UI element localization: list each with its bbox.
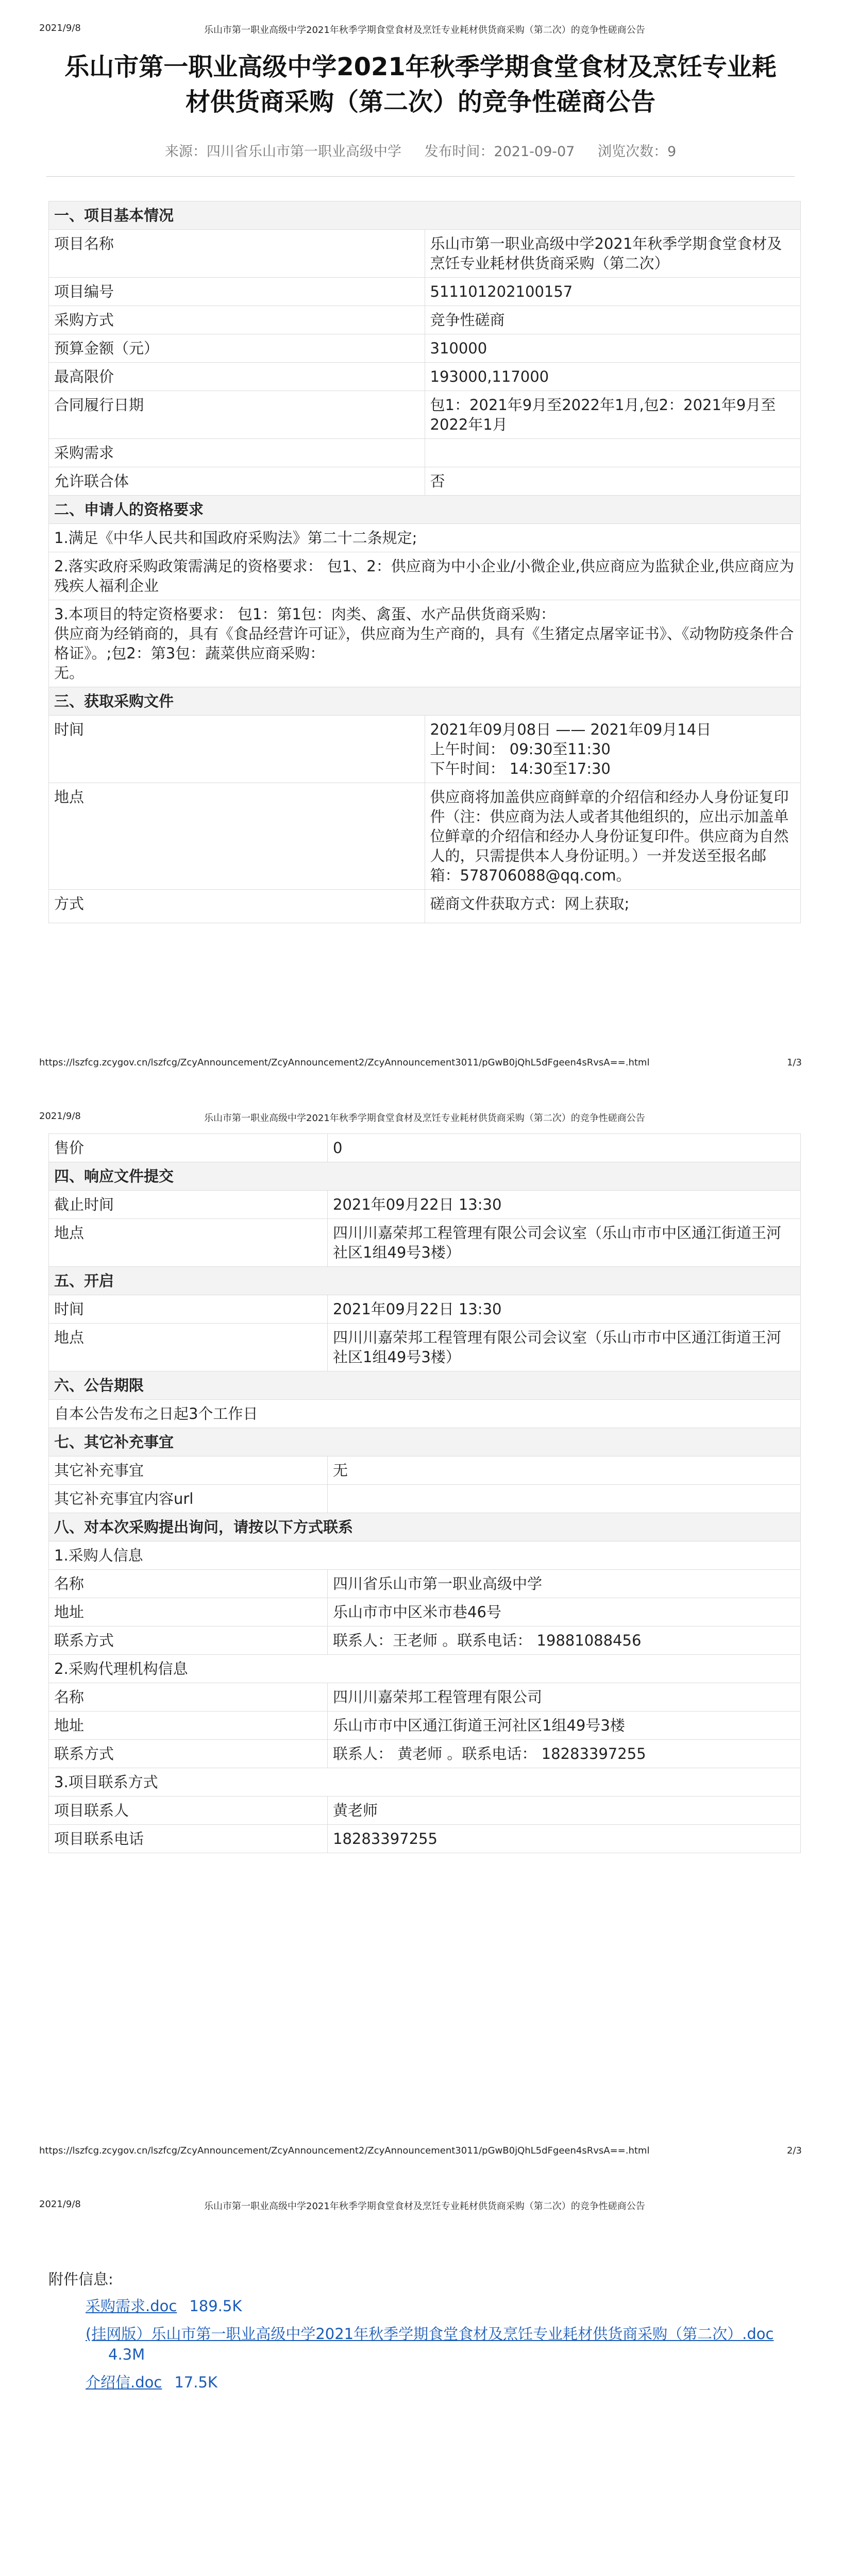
print-footer xyxy=(39,1057,802,1068)
print-url: https://lszfcg.zcygov.cn/lszfcg/ZcyAnnouncement/ZcyAnnouncement2/ZcyAnnouncement3011/pGwB0jQhL5dFgeen4sRvsA==.html xyxy=(39,1057,650,1068)
table-row: 采购需求 xyxy=(49,439,801,467)
print-header-title: 乐山市第一职业高级中学2021年秋季学期食堂食材及烹饪专业耗材供货商采购（第二次）的竞争性磋商公告 xyxy=(204,25,645,36)
table-row: 合同履行日期 包1：2021年9月至2022年1月,包2：2021年9月至2022年1月 xyxy=(49,391,801,439)
section-heading: 四、响应文件提交 xyxy=(49,1162,801,1191)
table-row: 项目名称 乐山市第一职业高级中学2021年秋季学期食堂食材及烹饪专业耗材供货商采购（第二次） xyxy=(49,230,801,278)
project-code: 511101202100157 xyxy=(425,278,801,306)
attachment-item xyxy=(86,2372,790,2393)
print-date: 2021/9/8 xyxy=(39,23,81,33)
meta-views: 浏览次数：9 xyxy=(597,144,677,160)
table-row: 1.采购人信息 xyxy=(49,1541,801,1570)
print-header xyxy=(39,23,802,36)
page-title: 乐山市第一职业高级中学2021年秋季学期食堂食材及烹饪专业耗材供货商采购（第二次）的竞争性磋商公告 xyxy=(64,53,777,116)
divider xyxy=(46,176,795,177)
attachment-link[interactable]: (挂网版）乐山市第一职业高级中学2021年秋季学期食堂食材及烹饪专业耗材供货商采购（第二次）.doc xyxy=(86,2325,774,2343)
announcement-table-part1 xyxy=(48,201,801,923)
get-docs-place: 供应商将加盖供应商鲜章的介绍信和经办人身份证复印件（注：供应商为法人或者其他组织的，应出示加盖单位鲜章的介绍信和经办人身份证复印件。供应商为自然人的，只需提供本人身份证明。）一并发送至报名邮箱：578706088@qq.com。 xyxy=(425,783,801,890)
table-row: 1.满足《中华人民共和国政府采购法》第二十二条规定; xyxy=(49,524,801,552)
table-row: 地点 四川川嘉荣邦工程管理有限公司会议室（乐山市市中区通江街道王河社区1组49号3楼） xyxy=(49,1219,801,1267)
attachment-size: 189.5K xyxy=(189,2297,242,2315)
table-row: 允许联合体 否 xyxy=(49,467,801,496)
article-meta xyxy=(46,140,795,160)
table-row: 预算金额（元） 310000 xyxy=(49,334,801,363)
table-row: 自本公告发布之日起3个工作日 xyxy=(49,1400,801,1428)
table-row: 地址 乐山市市中区通江街道王河社区1组49号3楼 xyxy=(49,1711,801,1740)
table-row: 其它补充事宜 无 xyxy=(49,1456,801,1485)
attachments xyxy=(48,2269,790,2400)
table-row: 时间 2021年09月08日 —— 2021年09月14日 上午时间： 09:30至11:30 下午时间： 14:30至17:30 xyxy=(49,716,801,783)
project-name: 乐山市第一职业高级中学2021年秋季学期食堂食材及烹饪专业耗材供货商采购（第二次） xyxy=(425,230,801,278)
table-row: 时间 2021年09月22日 13:30 xyxy=(49,1295,801,1324)
attachment-link[interactable]: 采购需求.doc xyxy=(86,2297,177,2315)
table-row: 方式 磋商文件获取方式：网上获取; xyxy=(49,890,801,923)
announcement-table-part2 xyxy=(48,1133,801,1853)
table-row: 其它补充事宜内容url xyxy=(49,1485,801,1513)
table-row: 售价 0 xyxy=(49,1134,801,1162)
table-row: 最高限价 193000,117000 xyxy=(49,363,801,391)
section-heading: 二、申请人的资格要求 xyxy=(49,496,801,524)
table-row: 地点 供应商将加盖供应商鲜章的介绍信和经办人身份证复印件（注：供应商为法人或者其他组织的，应出示加盖单位鲜章的介绍信和经办人身份证复印件。供应商为自然人的，只需提供本人身份证明。）一并发送至报名邮箱：578706088@qq.com。 xyxy=(49,783,801,890)
section-heading: 三、获取采购文件 xyxy=(49,687,801,716)
table-row: 项目编号 511101202100157 xyxy=(49,278,801,306)
table-row: 名称 四川省乐山市第一职业高级中学 xyxy=(49,1570,801,1598)
table-row: 2.落实政府采购政策需满足的资格要求： 包1、2：供应商为中小企业/小微企业,供应商应为监狱企业,供应商应为残疾人福利企业 xyxy=(49,552,801,600)
attachment-size: 4.3M xyxy=(108,2346,145,2363)
table-row: 名称 四川川嘉荣邦工程管理有限公司 xyxy=(49,1683,801,1711)
section-heading: 七、其它补充事宜 xyxy=(49,1428,801,1456)
table-row: 联系方式 联系人：王老师 。联系电话： 19881088456 xyxy=(49,1626,801,1655)
table-row: 2.采购代理机构信息 xyxy=(49,1655,801,1683)
meta-source: 来源：四川省乐山市第一职业高级中学 xyxy=(164,144,401,160)
section-heading: 八、对本次采购提出询问，请按以下方式联系 xyxy=(49,1513,801,1541)
table-row: 项目联系电话 18283397255 xyxy=(49,1825,801,1853)
attachments-label: 附件信息: xyxy=(48,2270,113,2288)
table-row: 3.本项目的特定资格要求： 包1：第1包：肉类、禽蛋、水产品供货商采购： 供应商为经销商的，具有《食品经营许可证》，供应商为生产商的，具有《生猪定点屠宰证书》、《动物防疫条件合格证》。;包2：第3包：蔬菜供应商采购： 无。 xyxy=(49,600,801,687)
table-row: 截止时间 2021年09月22日 13:30 xyxy=(49,1191,801,1219)
page-1 xyxy=(0,0,841,1088)
attachment-size: 17.5K xyxy=(174,2374,217,2391)
section-heading: 六、公告期限 xyxy=(49,1371,801,1400)
page-number: 2/3 xyxy=(787,2145,802,2156)
table-row: 联系方式 联系人： 黄老师 。联系电话： 18283397255 xyxy=(49,1740,801,1768)
print-header: 2021/9/8 乐山市第一职业高级中学2021年秋季学期食堂食材及烹饪专业耗材供货商采购（第二次）的竞争性磋商公告 xyxy=(39,2199,645,2212)
section-heading: 五、开启 xyxy=(49,1267,801,1295)
print-footer: https://lszfcg.zcygov.cn/lszfcg/ZcyAnnouncement/ZcyAnnouncement2/ZcyAnnouncement3011/pGwB0jQhL5dFgeen4sRvsA==.html 2/3 xyxy=(39,2145,802,2156)
attachment-item xyxy=(86,2296,790,2316)
table-row: 项目联系人 黄老师 xyxy=(49,1797,801,1825)
table-row: 采购方式 竞争性磋商 xyxy=(49,306,801,334)
attachment-link[interactable]: 介绍信.doc xyxy=(86,2374,162,2391)
table-row: 地点 四川川嘉荣邦工程管理有限公司会议室（乐山市市中区通江街道王河社区1组49号3楼） xyxy=(49,1324,801,1371)
print-header: 2021/9/8 乐山市第一职业高级中学2021年秋季学期食堂食材及烹饪专业耗材供货商采购（第二次）的竞争性磋商公告 xyxy=(39,1111,645,1124)
meta-date: 发布时间：2021-09-07 xyxy=(424,144,575,160)
attachment-item xyxy=(86,2324,790,2365)
table-row: 3.项目联系方式 xyxy=(49,1768,801,1797)
section-heading: 一、项目基本情况 xyxy=(49,201,801,230)
page-number: 1/3 xyxy=(787,1057,802,1068)
table-row: 地址 乐山市市中区米市巷46号 xyxy=(49,1598,801,1626)
